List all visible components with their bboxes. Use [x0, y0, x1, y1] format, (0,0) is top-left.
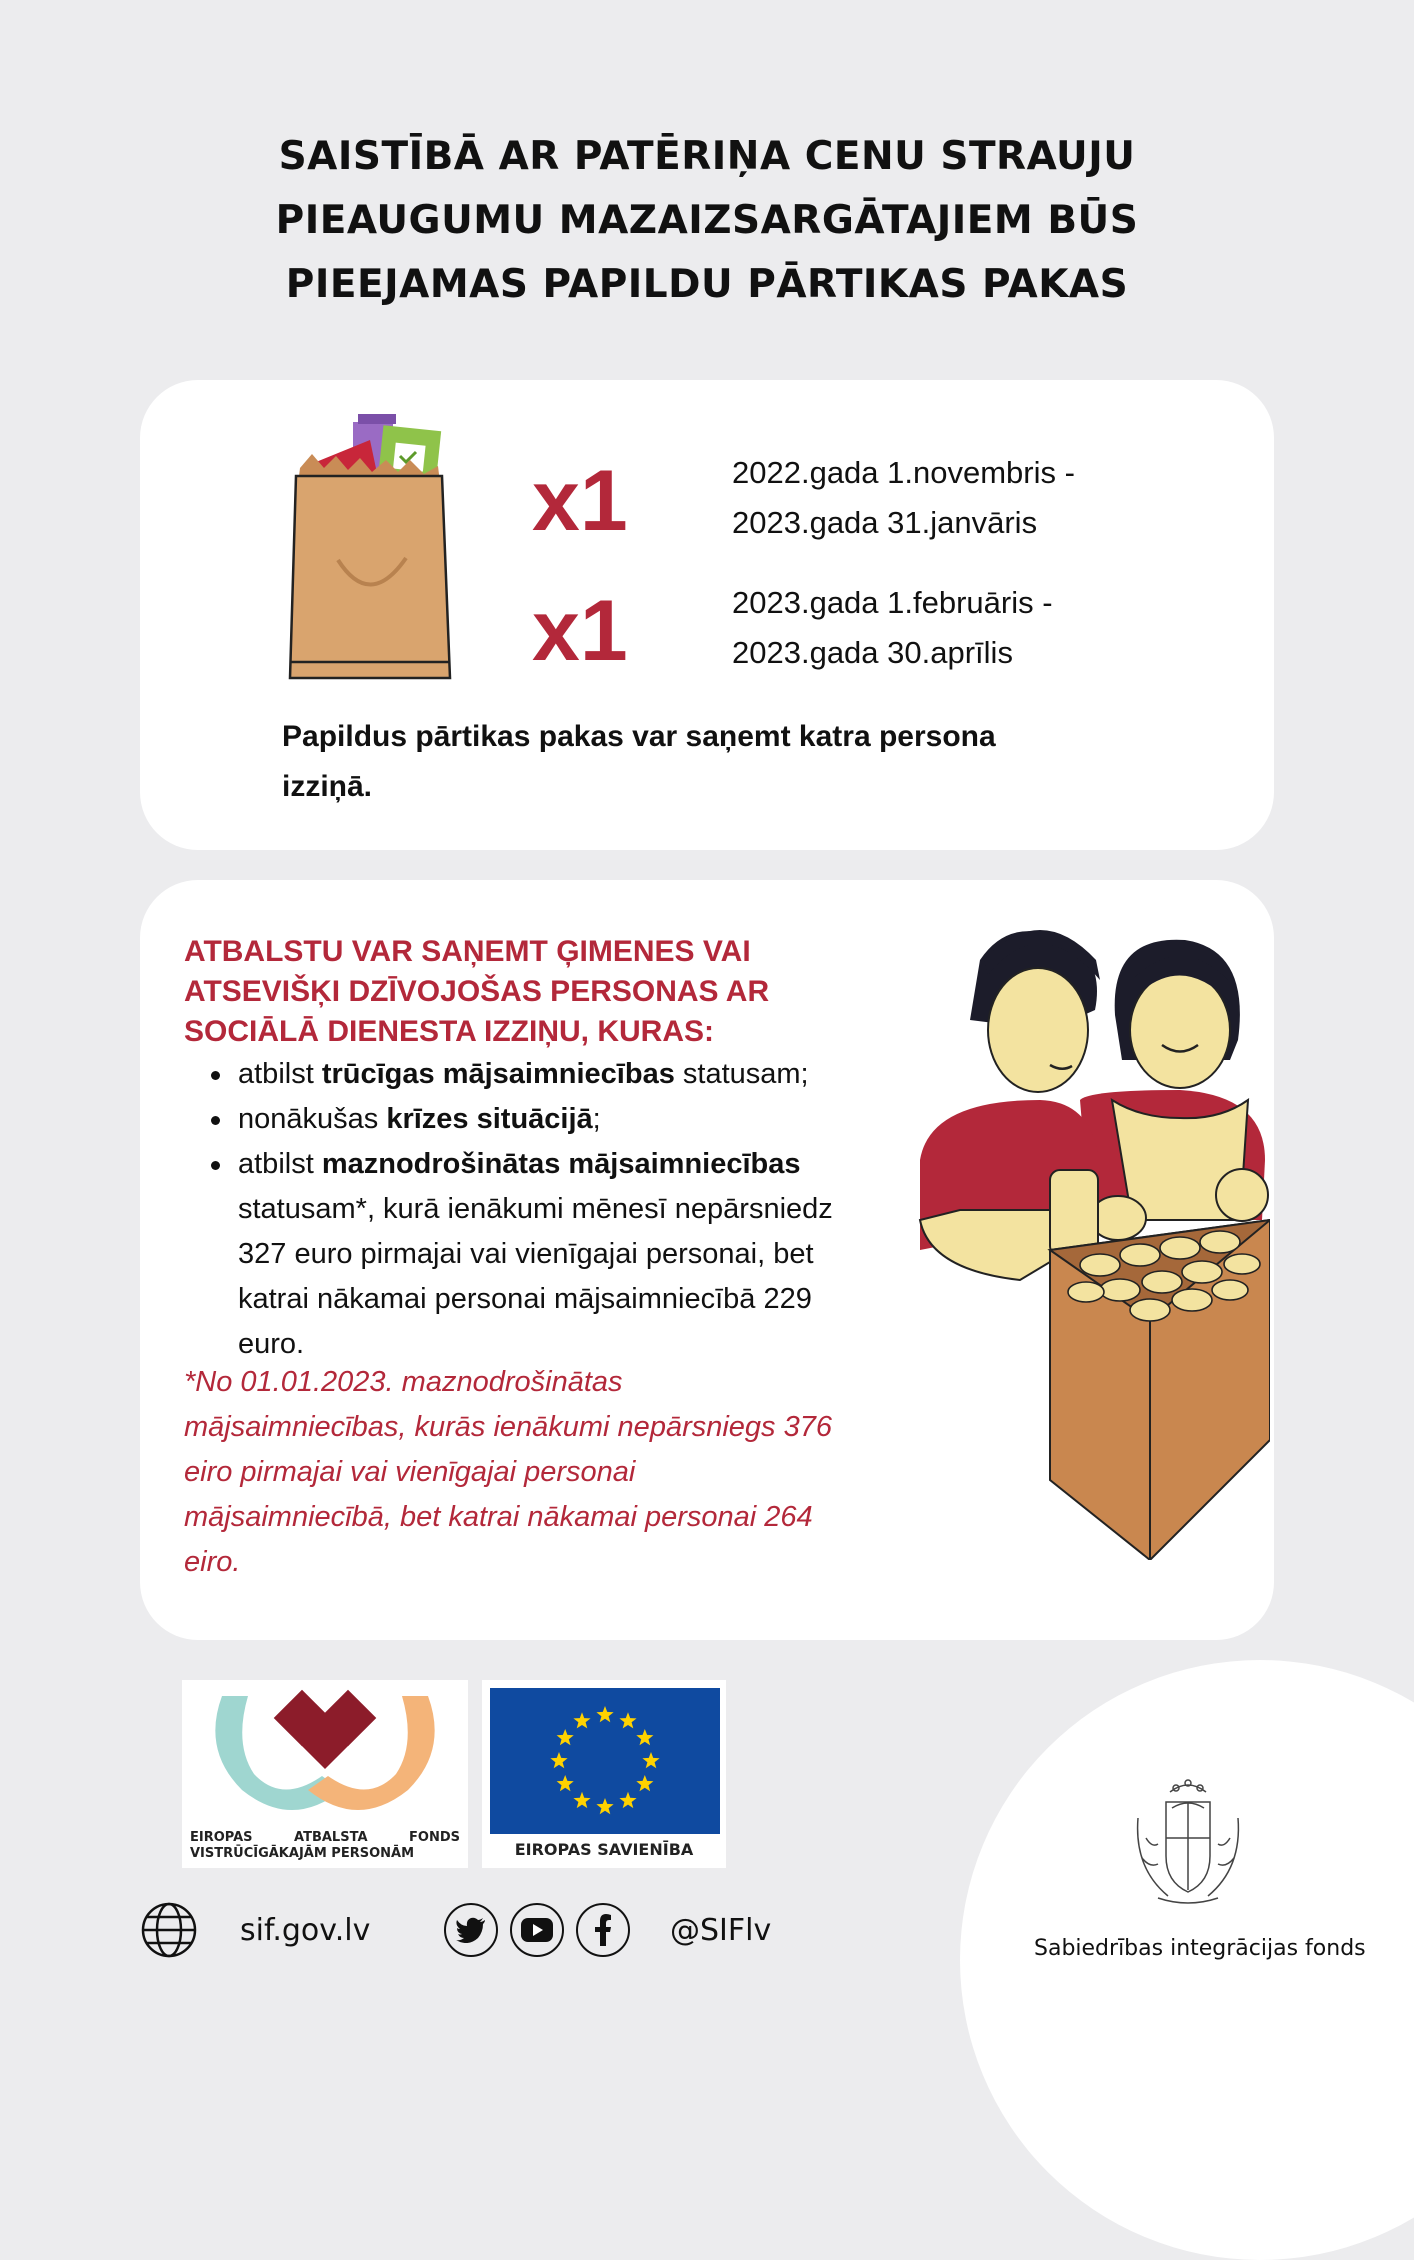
item-text: euro. — [238, 1328, 305, 1360]
eu-star-icon — [636, 1775, 653, 1791]
item-text: atbilst — [238, 1058, 322, 1090]
eu-star-icon — [573, 1792, 590, 1808]
eu-star-icon — [636, 1729, 653, 1745]
eligibility-heading — [184, 932, 769, 1052]
eu-stars-icon — [490, 1688, 720, 1834]
page-title — [120, 125, 1294, 317]
item-text: katrai nākamai personai mājsaimniecībā 229 — [238, 1283, 812, 1315]
fead-caption-line1 — [190, 1830, 460, 1845]
note-line: Papildus pārtikas pakas var saņemt katra persona — [282, 720, 996, 753]
eu-star-icon — [596, 1798, 613, 1814]
fead-caption-line2: VISTRŪCĪGĀKAJĀM PERSONĀM — [190, 1846, 415, 1861]
fead-logo — [182, 1680, 468, 1868]
eu-star-icon — [619, 1712, 636, 1728]
caption-word: FONDS — [409, 1830, 460, 1845]
eu-star-icon — [573, 1712, 590, 1728]
eu-star-icon — [619, 1792, 636, 1808]
package-count: x1 — [532, 583, 628, 679]
twitter-icon[interactable] — [444, 1903, 498, 1957]
coat-of-arms-icon — [1128, 1778, 1248, 1908]
youtube-icon[interactable] — [510, 1903, 564, 1957]
item-bold: maznodrošinātas mājsaimniecības — [321, 1148, 801, 1180]
eu-caption: EIROPAS SAVIENĪBA — [514, 1840, 694, 1859]
website-link[interactable] — [140, 1900, 370, 1960]
globe-icon — [140, 1901, 198, 1959]
title-line: PIEAUGUMU MAZAIZSARGĀTAJIEM BŪS — [275, 198, 1139, 243]
item-text: ; — [592, 1103, 601, 1135]
period-end: 2023.gada 31.janvāris — [732, 505, 1038, 540]
title-line: SAISTĪBĀ AR PATĒRIŅA CENU STRAUJU — [278, 134, 1136, 179]
facebook-icon[interactable] — [576, 1903, 630, 1957]
item-text: statusam*, kurā ienākumi mēnesī nepārsniedz — [238, 1193, 833, 1225]
heading-line: ATSEVIŠĶI DZĪVOJOŠAS PERSONAS AR — [184, 975, 770, 1008]
fead-emblem-icon — [182, 1680, 468, 1820]
eu-star-icon — [642, 1752, 659, 1768]
item-text: statusam; — [674, 1058, 809, 1090]
period-dates — [732, 448, 1075, 548]
eu-star-icon — [557, 1729, 574, 1745]
eu-logo — [482, 1680, 726, 1868]
eu-flag-icon — [490, 1688, 720, 1834]
note-line: izziņā. — [282, 770, 373, 803]
period-start: 2023.gada 1.februāris - — [732, 585, 1053, 620]
footnote-line: *No 01.01.2023. maznodrošinātas — [184, 1366, 623, 1398]
eu-star-icon — [596, 1706, 613, 1722]
item-bold: krīzes situācijā — [386, 1103, 593, 1135]
footnote-line: eiro pirmajai vai vienīgajai personai — [184, 1456, 636, 1488]
period-start: 2022.gada 1.novembris - — [732, 455, 1075, 490]
package-count: x1 — [532, 453, 628, 549]
sif-name: Sabiedrības integrācijas fonds — [1034, 1936, 1366, 1961]
period-dates — [732, 578, 1053, 678]
packages-note — [282, 712, 1182, 812]
website-text: sif.gov.lv — [240, 1912, 371, 1948]
social-handle: @SIFlv — [670, 1912, 772, 1948]
footnote-line: eiro. — [184, 1546, 241, 1578]
footnote-line: mājsaimniecībā, bet katrai nākamai personai 264 — [184, 1501, 813, 1533]
item-text: 327 euro pirmajai vai vienīgajai personai, bet — [238, 1238, 814, 1270]
title-line: PIEEJAMAS PAPILDU PĀRTIKAS PAKAS — [285, 262, 1129, 307]
eu-star-icon — [557, 1775, 574, 1791]
volunteers-illustration — [900, 920, 1270, 1560]
grocery-bag-icon — [278, 410, 468, 680]
footnote — [184, 1360, 832, 1585]
footnote-line: mājsaimniecības, kurās ienākumi nepārsniegs 376 — [184, 1411, 832, 1443]
item-text: atbilst — [238, 1148, 322, 1180]
heading-line: SOCIĀLĀ DIENESTA IZZIŅU, KURAS: — [184, 1015, 714, 1048]
heading-line: ATBALSTU VAR SAŅEMT ĢIMENES VAI — [184, 935, 751, 968]
social-links — [444, 1900, 771, 1960]
item-bold: trūcīgas mājsaimniecības — [321, 1058, 675, 1090]
period-end: 2023.gada 30.aprīlis — [732, 635, 1013, 670]
eu-star-icon — [550, 1752, 567, 1768]
eligibility-card — [140, 880, 1274, 1640]
item-text: nonākušas — [238, 1103, 387, 1135]
packages-card — [140, 380, 1274, 850]
caption-word: ATBALSTA — [294, 1830, 368, 1845]
caption-word: EIROPAS — [190, 1830, 253, 1845]
